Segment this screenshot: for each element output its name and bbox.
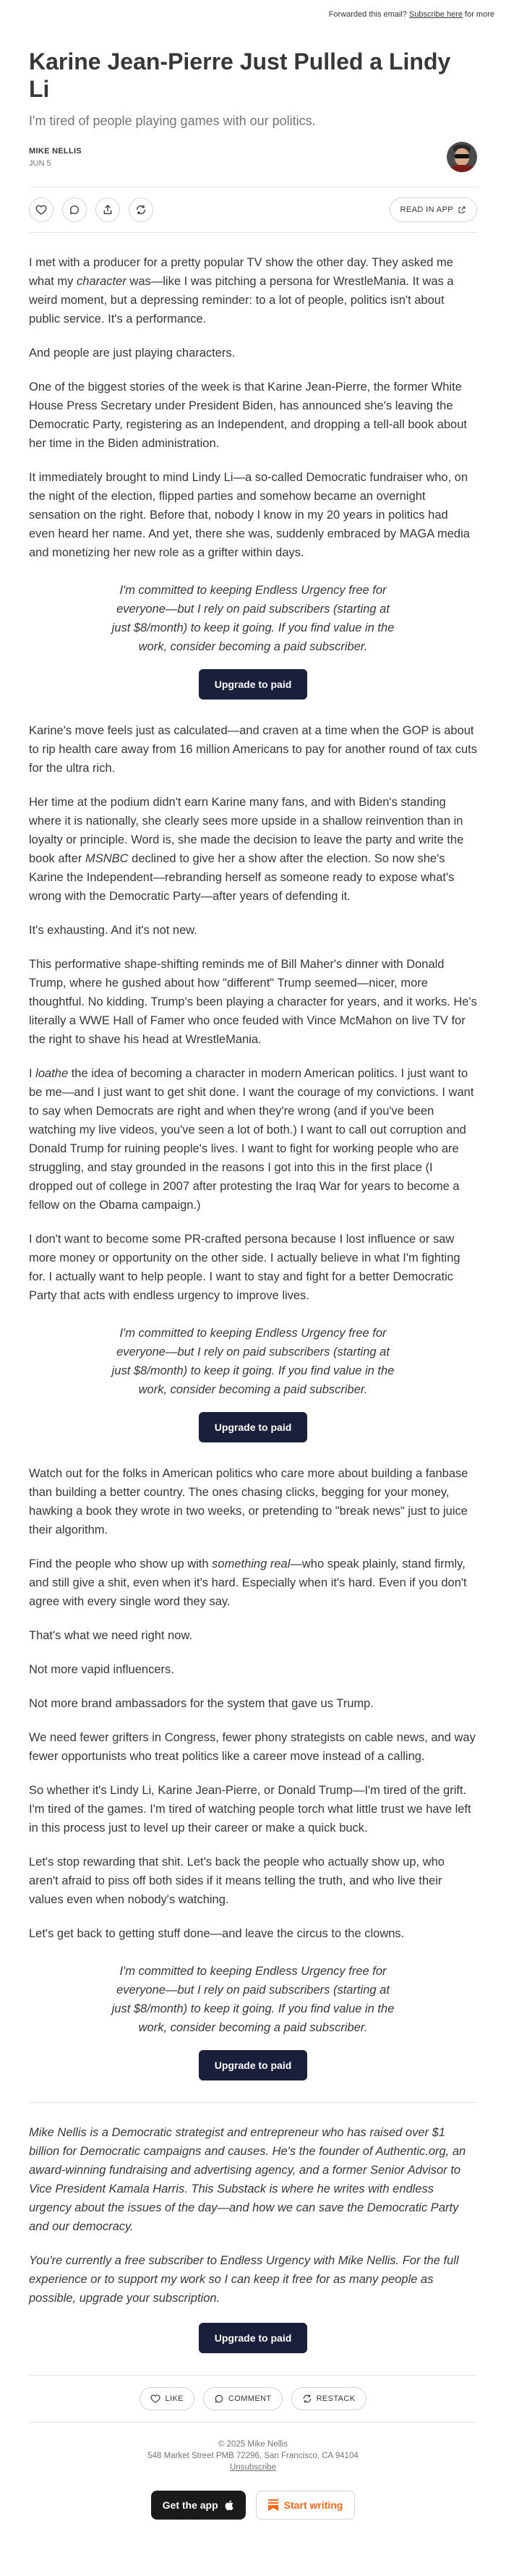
paragraph: Not more brand ambassadors for the system that gave us Trump. — [29, 1697, 374, 1710]
paragraph: I loathe the idea of becoming a character in modern American politics. I just want to be me—and I just want to get shit done. I want the courage of my convictions. I want to say when Democrats are right and when they're wrong (and if you've been watching my live videos, you've seen a lot of both.) I want to call out corruption and Donald Trump for ruining people's lives. I want to fight for working people who are struggling, and stay grounded in the reasons I got into this in the first place (I dropped out of college in 2007 after protesting the Iraq War for years to become a fellow on the Obama campaign.) — [29, 1067, 474, 1212]
copyright: © 2025 Mike Nellis — [218, 2440, 288, 2449]
read-in-app-button[interactable] — [390, 197, 477, 222]
upgrade-button[interactable]: Upgrade to paid — [199, 669, 308, 700]
paragraph: And people are just playing characters. — [29, 347, 236, 360]
restack-pill-button[interactable] — [291, 2387, 366, 2410]
upgrade-button[interactable]: Upgrade to paid — [199, 2050, 308, 2080]
paragraph: It immediately brought to mind Lindy Li—a so-called Democratic fundraiser who, on the night of the election, flipped parties and somehow became an overnight sensation on the right. Before that, nobody I know in my 20 years in politics had even heard her name. And yet, there she was, suddenly embraced by MAGA media and monetizing her new role as a grifter within days. — [29, 471, 470, 559]
restack-icon — [302, 2394, 312, 2404]
author-bio — [29, 2123, 477, 2308]
footer — [29, 2439, 477, 2473]
like-pill-button[interactable] — [140, 2387, 194, 2410]
byline — [29, 142, 477, 172]
paragraph: Let's stop rewarding that shit. Let's back the people who actually show up, who aren't afraid to piss off both sides if it means telling the truth, and who live their values even when nobody's watching. — [29, 1856, 445, 1906]
bio-paragraph: You're currently a free subscriber to Endless Urgency with Mike Nellis. For the full experience or to support my work so I can keep it free for as many people as possible, upgrade your subscription. — [29, 2254, 459, 2305]
comment-pill-button[interactable] — [203, 2387, 283, 2410]
forwarded-suffix: for more — [465, 10, 494, 19]
paragraph: It's exhausting. And it's not new. — [29, 924, 197, 937]
paragraph: Find the people who show up with something real—who speak plainly, stand firmly, and still give a shit, even when it's hard. Especially when it's hard. Even if you don't agree with every single word they say. — [29, 1557, 467, 1608]
avatar[interactable] — [447, 142, 477, 172]
address: 548 Market Street PMB 72296, San Francisco, CA 94104 — [147, 2452, 359, 2460]
paragraph: Watch out for the folks in American politics who care more about building a fanbase than building a better country. The ones chasing clicks, begging for your money, hawking a book they wrote in two weeks, or pretending to "break news" just to juice their algorithm. — [29, 1467, 468, 1536]
paragraph: I don't want to become some PR-crafted persona because I lost influence or saw more money or opportunity on the other side. I actually believe in what I'm fighting for. I actually want to help people. I want to stay and fight for a better Democratic Party that acts with endless urgency to improve lives. — [29, 1233, 460, 1302]
like-button[interactable] — [29, 197, 53, 222]
unsubscribe-link[interactable]: Unsubscribe — [230, 2463, 276, 2472]
forwarded-text: Forwarded this email? — [328, 10, 407, 19]
read-in-app-label: READ IN APP — [400, 205, 453, 214]
paragraph: Her time at the podium didn't earn Karine many fans, and with Biden's standing where it is nationally, she clearly sees more upside in a shallow reinvention than in loyalty or principle. Word is, she made the decision to leave the party and write the book after MSNBC declined to give her a show after the election. So now she's Karine the Independent—rebranding herself as someone ready to expose what's wrong with the Democratic Party—after years of defending it. — [29, 796, 464, 903]
upgrade-button[interactable]: Upgrade to paid — [199, 1412, 308, 1442]
post-date: JUN 5 — [29, 158, 51, 168]
forward-banner — [0, 0, 506, 29]
upgrade-button[interactable]: Upgrade to paid — [199, 2323, 308, 2353]
comment-label: COMMENT — [228, 2394, 272, 2403]
restack-label: RESTACK — [316, 2394, 356, 2403]
get-app-label: Get the app — [162, 2499, 218, 2511]
get-app-button[interactable] — [151, 2491, 246, 2520]
cta-pitch: I'm committed to keeping Endless Urgency free for everyone—but I rely on paid subscribers (starting at just $8/month) to keep it going. If you find value in the work, consider becoming a paid subscriber. — [111, 584, 395, 653]
start-writing-button[interactable] — [256, 2491, 356, 2520]
comment-icon — [214, 2394, 224, 2404]
post-title[interactable]: Karine Jean-Pierre Just Pulled a Lindy Li — [29, 48, 451, 102]
apple-icon — [224, 2499, 234, 2511]
like-label: LIKE — [165, 2394, 184, 2403]
paragraph: We need fewer grifters in Congress, fewer phony strategists on cable news, and way fewer opportunists who treat politics like a career move instead of a calling. — [29, 1731, 476, 1763]
paragraph: Not more vapid influencers. — [29, 1663, 174, 1676]
paragraph: Let's get back to getting stuff done—and leave the circus to the clowns. — [29, 1927, 405, 1940]
subscribe-cta-final — [29, 2323, 477, 2353]
restack-icon — [135, 204, 147, 216]
subscribe-cta — [29, 1324, 477, 1442]
external-link-icon — [458, 205, 466, 214]
share-button[interactable] — [95, 197, 120, 222]
paragraph: So whether it's Lindy Li, Karine Jean-Pierre, or Donald Trump—I'm tired of the grift. I'm tired of the games. I'm tired of watching people torch what little trust we have left in this process just to level up their career or make a quick buck. — [29, 1784, 471, 1835]
divider — [29, 2102, 477, 2103]
comment-button[interactable] — [62, 197, 87, 222]
subscribe-link[interactable]: Subscribe here — [408, 10, 463, 19]
subscribe-cta — [29, 581, 477, 700]
cta-pitch: I'm committed to keeping Endless Urgency free for everyone—but I rely on paid subscribers (starting at just $8/month) to keep it going. If you find value in the work, consider becoming a paid subscriber. — [111, 1965, 395, 2034]
post-body — [29, 253, 477, 2353]
app-buttons — [29, 2491, 477, 2520]
paragraph: I met with a producer for a pretty popular TV show the other day. They asked me what my character was—like I was pitching a persona for WrestleMania. It was a weird moment, but a depressing reminder: to a lot of people, politics isn't about public service. It's a performance. — [29, 256, 454, 326]
author-name[interactable]: MIKE NELLIS — [29, 146, 82, 156]
substack-logo-icon — [268, 2499, 278, 2511]
start-writing-label: Start writing — [283, 2499, 343, 2511]
paragraph: That's what we need right now. — [29, 1629, 193, 1642]
share-icon — [102, 204, 113, 216]
post-subtitle: I'm tired of people playing games with our politics. — [29, 114, 316, 128]
heart-icon — [35, 204, 47, 216]
subscribe-cta — [29, 1962, 477, 2080]
cta-pitch: I'm committed to keeping Endless Urgency free for everyone—but I rely on paid subscribers (starting at just $8/month) to keep it going. If you find value in the work, consider becoming a paid subscriber. — [111, 1327, 395, 1396]
comment-icon — [69, 204, 80, 216]
paragraph: One of the biggest stories of the week is that Karine Jean-Pierre, the former White House Press Secretary under President Biden, has announced she's leaving the Democratic Party, registering as an Independent, and dropping a tell-all book about her time in the Biden administration. — [29, 381, 467, 450]
restack-button[interactable] — [129, 197, 153, 222]
post-container — [29, 48, 477, 2520]
heart-icon — [150, 2394, 160, 2404]
action-bar — [29, 187, 477, 233]
paragraph: Karine's move feels just as calculated—and craven at a time when the GOP is about to rip health care away from 16 million Americans to pay for another round of tax cuts for the ultra rich. — [29, 724, 477, 775]
paragraph: This performative shape-shifting reminds me of Bill Maher's dinner with Donald Trump, where he gushed about how "different" Trump seemed—nicer, more thoughtful. No kidding. Trump's been playing a character for years, and it works. He's literally a WWE Hall of Famer who once feuded with Vince McMahon on live TV for the right to shave his head at WrestleMania. — [29, 958, 477, 1046]
bio-paragraph: Mike Nellis is a Democratic strategist and entrepreneur who has raised over $1 billion for Democratic campaigns and causes. He's the founder of Authentic.org, an award-winning fundraising and advertising agency, and a former Senior Advisor to Vice President Kamala Harris. This Substack is where he writes with endless urgency about the issues of the day—and how we can save the Democratic Party and our democracy. — [29, 2126, 466, 2233]
bottom-action-bar — [29, 2375, 477, 2423]
